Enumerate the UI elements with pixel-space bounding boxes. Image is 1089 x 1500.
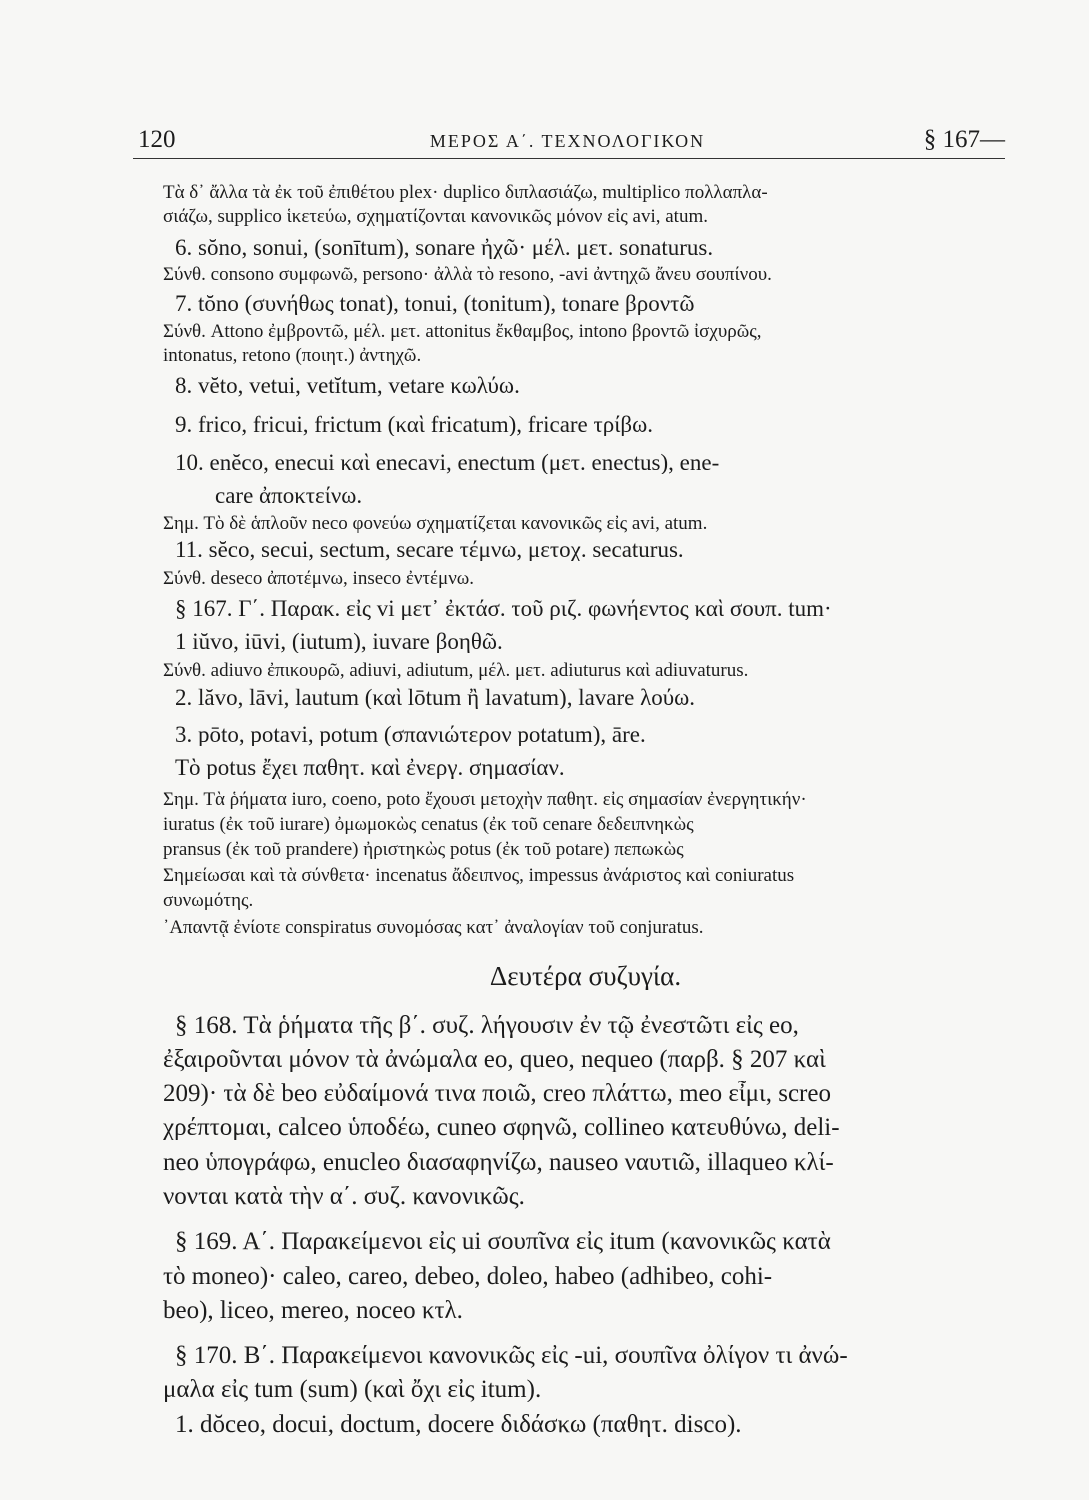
text-line: συνωμότης.	[163, 891, 254, 910]
text-line: beo), liceo, mereo, noceo κτλ.	[163, 1298, 463, 1323]
text-line: Σημ. Τὰ ῥήματα iuro, coeno, poto ἔχουσι μετοχὴν παθητ. εἰς σημασίαν ἐνεργητικήν·	[163, 790, 807, 809]
header-rule	[133, 158, 1005, 159]
section-167-g-heading: § 167. Γ΄. Παρακ. εἰς vi μετ᾽ ἐκτάσ. τοῦ ριζ. φωνήεντος καὶ σουπ. tum·	[175, 597, 832, 620]
text-line: pransus (ἐκ τοῦ prandere) ἠριστηκὼς potus (ἐκ τοῦ potare) πεπωκὼς	[163, 840, 684, 859]
section-marker: § 167—	[923, 126, 1005, 153]
text-line: τὸ moneo)· caleo, careo, debeo, doleo, habeo (adhibeo, cohi-	[163, 1264, 773, 1289]
text-line: § 170. Β΄. Παρακείμενοι κανονικῶς εἰς -ui, σουπῖνα ὀλίγον τι ἀνώ-	[175, 1343, 848, 1368]
text-line: 7. tŏno (συνήθως tonat), tonui, (tonitum), tonare βροντῶ	[175, 292, 695, 315]
text-line: Τὰ δ᾽ ἄλλα τὰ ἐκ τοῦ ἐπιθέτου plex· duplico διπλασιάζω, multiplico πολλαπλα-	[163, 183, 768, 202]
text-line: Σύνθ. adiuvo ἐπικουρῶ, adiuvi, adiutum, μέλ. μετ. adiuturus καὶ adiuvaturus.	[163, 661, 749, 680]
text-line: iuratus (ἐκ τοῦ iurare) ὀμωμοκὼς cenatus (ἐκ τοῦ cenare δεδειπνηκὼς	[163, 815, 694, 834]
text-line: σιάζω, supplico ἱκετεύω, σχηματίζονται κανονικῶς μόνον εἰς avi, atum.	[163, 207, 708, 226]
text-line: 3. pōto, potavi, potum (σπανιώτερον potatum), āre.	[175, 723, 646, 746]
text-line: 1 iŭvo, iūvi, (iutum), iuvare βοηθῶ.	[175, 630, 503, 653]
text-line: care ἀποκτείνω.	[215, 484, 363, 507]
text-line: § 169. Α΄. Παρακείμενοι εἰς ui σουπῖνα εἰς itum (κανονικῶς κατὰ	[175, 1229, 831, 1254]
text-line: intonatus, retono (ποιητ.) ἀντηχῶ.	[163, 346, 422, 365]
text-line: ᾽Απαντᾷ ἐνίοτε conspiratus συνομόσας κατ᾽ ἀναλογίαν τοῦ conjuratus.	[163, 918, 704, 937]
text-line: Σύνθ. consono συμφωνῶ, persono· ἀλλὰ τὸ resono, -avi ἀντηχῶ ἄνευ σουπίνου.	[163, 265, 772, 284]
text-line: neo ὑπογράφω, enucleo διασαφηνίζω, nauseo ναυτιῶ, illaqueo κλί-	[163, 1150, 834, 1175]
text-line: μαλα εἰς tum (sum) (καὶ ὄχι εἰς itum).	[163, 1377, 542, 1402]
text-line: Σημ. Τὸ δὲ ἁπλοῦν neco φονεύω σχηματίζεται κανονικῶς εἰς avi, atum.	[163, 514, 708, 533]
text-line: 8. vĕto, vetui, vetĭtum, vetare κωλύω.	[175, 374, 520, 397]
running-header	[130, 126, 1005, 156]
section-heading: Δευτέρα συζυγία.	[489, 963, 682, 990]
page-number: 120	[138, 126, 176, 153]
text-line: Σύνθ. Attono ἐμβροντῶ, μέλ. μετ. attonitus ἔκθαμβος, intono βροντῶ ἰσχυρῶς,	[163, 322, 762, 341]
text-line: 9. frico, fricui, frictum (καὶ fricatum), fricare τρίβω.	[175, 413, 654, 436]
text-line: 1. dŏceo, docui, doctum, docere διδάσκω (παθητ. disco).	[175, 1412, 742, 1437]
text-line: 11. sĕco, secui, sectum, secare τέμνω, μετοχ. secaturus.	[175, 538, 684, 561]
text-line: 209)· τὰ δὲ beo εὐδαίμονά τινα ποιῶ, creo πλάττω, meo εἶμι, screo	[163, 1081, 831, 1106]
text-line: § 168. Τὰ ῥήματα τῆς β΄. συζ. λήγουσιν ἐν τῷ ἐνεστῶτι εἰς eo,	[175, 1013, 799, 1038]
text-line: 2. lăvo, lāvi, lautum (καὶ lōtum ἢ lavatum), lavare λούω.	[175, 686, 696, 709]
text-line: νονται κατὰ τὴν α΄. συζ. κανονικῶς.	[163, 1184, 525, 1209]
text-line: Σημείωσαι καὶ τὰ σύνθετα· incenatus ἄδειπνος, impessus ἀνάριστος καὶ coniuratus	[163, 866, 795, 885]
text-line: Τὸ potus ἔχει παθητ. καὶ ἐνεργ. σημασίαν.	[175, 756, 565, 779]
text-line: 6. sŏno, sonui, (sonītum), sonare ἠχῶ· μέλ. μετ. sonaturus.	[175, 236, 714, 259]
text-line: χρέπτομαι, calceo ὑποδέω, cuneo σφηνῶ, collineo κατευθύνω, deli-	[163, 1115, 840, 1140]
text-line: 10. enĕco, enecui καὶ enecavi, enectum (μετ. enectus), ene-	[175, 451, 720, 474]
running-title: ΜΕΡΟΣ Α΄. ΤΕΧΝΟΛΟΓΙΚΟΝ	[429, 131, 706, 151]
text-line: Σύνθ. deseco ἀποτέμνω, inseco ἐντέμνω.	[163, 569, 475, 588]
text-line: ἐξαιροῦνται μόνον τὰ ἀνώμαλα eo, queo, nequeo (παρβ. § 207 καὶ	[163, 1047, 826, 1072]
